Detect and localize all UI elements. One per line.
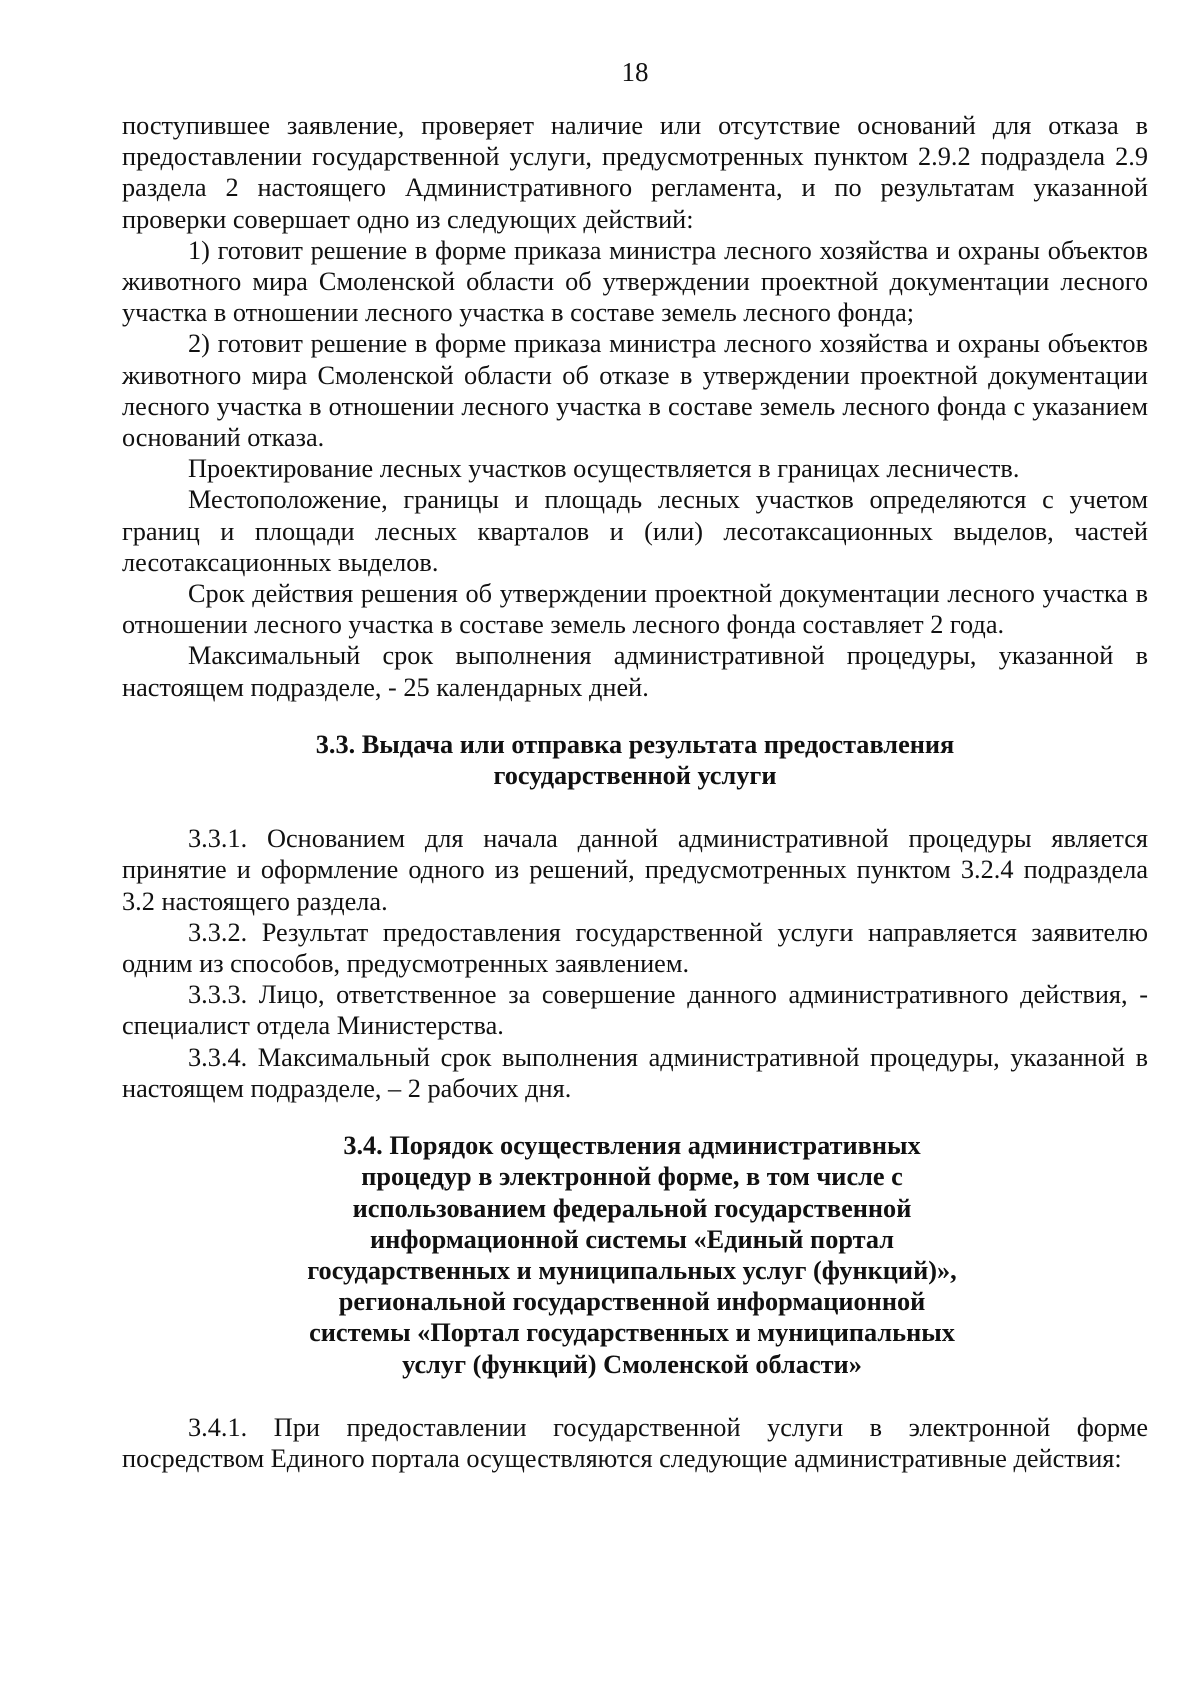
heading-line: процедур в электронной форме, в том числе с — [361, 1162, 903, 1192]
heading-line: системы «Портал государственных и муниципальных — [309, 1318, 955, 1348]
paragraph-design: Проектирование лесных участков осуществляется в границах лесничеств. — [188, 454, 1020, 484]
heading-line: 3.4. Порядок осуществления административных — [343, 1131, 921, 1161]
spacer — [122, 1104, 1148, 1130]
spacer — [122, 791, 1148, 823]
heading-line: региональной государственной информационной — [338, 1287, 926, 1317]
document-body — [122, 110, 1148, 1474]
heading-line: использованием федеральной государственной — [352, 1193, 912, 1223]
paragraph-3-3-2: 3.3.2. Результат предоставления государственной услуги направляется заявителю одним из способов, предусмотренных заявлением. — [122, 917, 1148, 979]
paragraph-3-3-3: 3.3.3. Лицо, ответственное за совершение данного административного действия, - специалист отдела Министерства. — [122, 980, 1148, 1041]
paragraph-item-1: 1) готовит решение в форме приказа министра лесного хозяйства и охраны объектов животного мира Смоленской области об утверждении проектной документации лесного участка в отношении лесного участка в составе земель лесного фонда; — [122, 235, 1148, 328]
heading-line: информационной системы «Единый портал — [370, 1224, 894, 1254]
spacer — [122, 703, 1148, 729]
paragraph-intro: поступившее заявление, проверяет наличие или отсутствие оснований для отказа в предоставлении государственной услуги, предусмотренных пунктом 2.9.2 подраздела 2.9 раздела 2 настоящего Административного регламента, и по результатам указанной проверки совершает одно из следующих действий: — [122, 111, 1148, 234]
paragraph-3-4-1: 3.4.1. При предоставлении государственной услуги в электронной форме посредством Единого портала осуществляются следующие административные действия: — [122, 1412, 1148, 1473]
page-number: 18 — [621, 57, 649, 87]
section-heading-3-4 — [272, 1130, 992, 1380]
heading-line: государственных и муниципальных услуг (функций)», — [307, 1255, 957, 1285]
paragraph-3-3-4: 3.3.4. Максимальный срок выполнения административной процедуры, указанной в настоящем подразделе, – 2 рабочих дня. — [122, 1042, 1148, 1103]
section-heading-3-3 — [122, 729, 1148, 791]
paragraph-max-term: Максимальный срок выполнения административной процедуры, указанной в настоящем подразделе, - 25 календарных дней. — [122, 641, 1148, 702]
paragraph-location: Местоположение, границы и площадь лесных участков определяются с учетом границ и площади лесных кварталов и (или) лесотаксационных выделов, частей лесотаксационных выделов. — [122, 485, 1148, 577]
heading-line: 3.3. Выдача или отправка результата предоставления — [315, 729, 955, 759]
paragraph-3-3-1: 3.3.1. Основанием для начала данной административной процедуры является принятие и оформление одного из решений, предусмотренных пунктом 3.2.4 подраздела 3.2 настоящего раздела. — [122, 824, 1148, 916]
spacer — [122, 1380, 1148, 1412]
heading-line: услуг (функций) Смоленской области» — [402, 1349, 862, 1379]
paragraph-validity: Срок действия решения об утверждении проектной документации лесного участка в отношении лесного участка в составе земель лесного фонда составляет 2 года. — [122, 579, 1148, 640]
heading-line: государственной услуги — [493, 761, 777, 791]
paragraph-item-2: 2) готовит решение в форме приказа министра лесного хозяйства и охраны объектов животного мира Смоленской области об отказе в утверждении проектной документации лесного участка в отношении лесного участка в составе земель лесного фонда с указанием оснований отказа. — [122, 329, 1148, 453]
